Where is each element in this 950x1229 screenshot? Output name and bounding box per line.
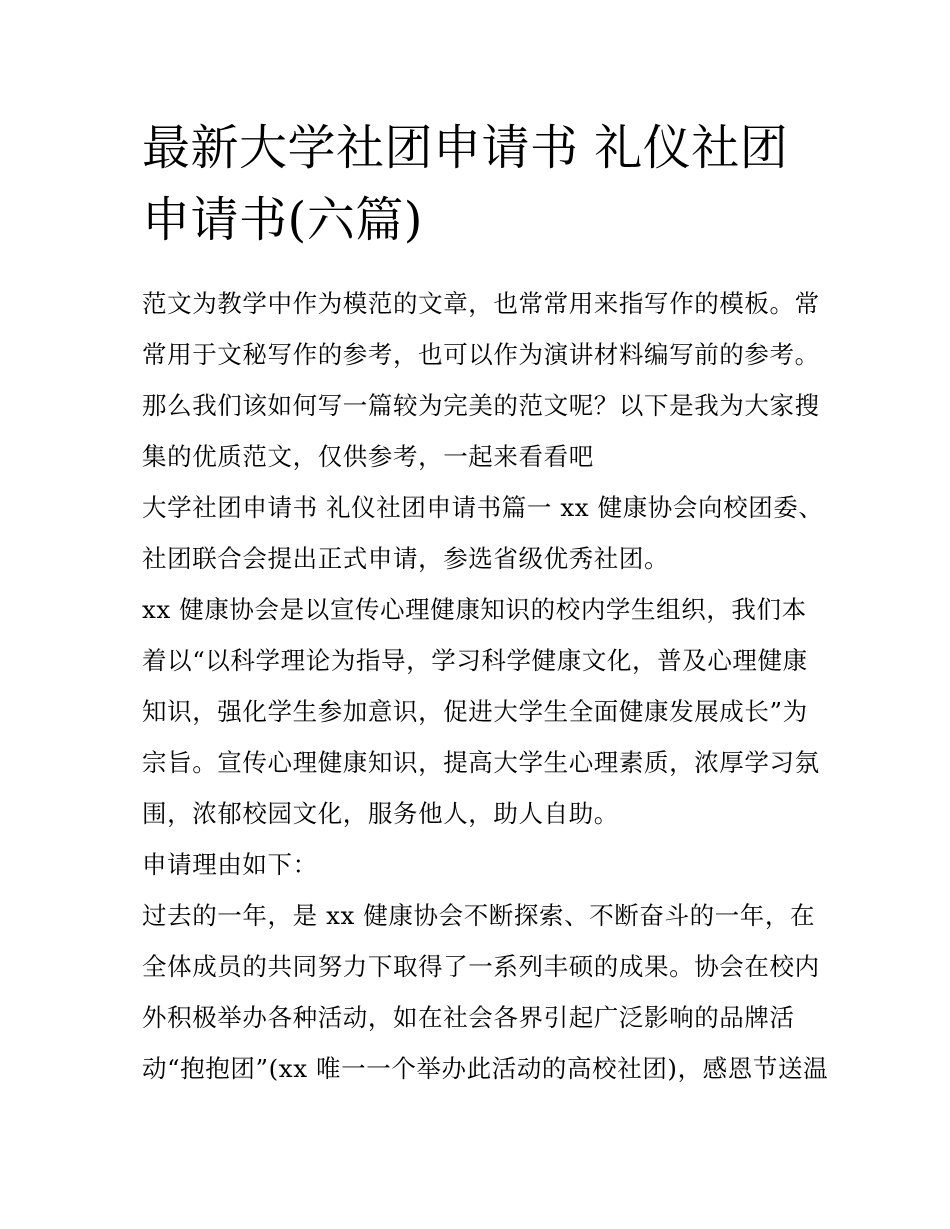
- body-text-line: 宗旨。宣传心理健康知识，提高大学生心理素质，浓厚学习氛: [142, 748, 820, 777]
- body-text-line: 范文为教学中作为模范的文章，也常常用来指写作的模板。常: [142, 289, 820, 318]
- body-text-line: 外积极举办各种活动，如在社会各界引起广泛影响的品牌活: [142, 1003, 795, 1032]
- body-text-line: 过去的一年，是 xx 健康协会不断探索、不断奋斗的一年，在: [142, 901, 816, 930]
- body-text-line: 大学社团申请书 礼仪社团申请书篇一 xx 健康协会向校团委、: [142, 493, 824, 522]
- body-text-line: 那么我们该如何写一篇较为完美的范文呢？以下是我为大家搜: [142, 391, 820, 420]
- body-text-line: 常用于文秘写作的参考，也可以作为演讲材料编写前的参考。: [142, 340, 820, 369]
- body-text-line: xx 健康协会是以宣传心理健康知识的校内学生组织，我们本: [142, 595, 807, 624]
- body-text-line: 动“抱抱团”(xx 唯一一个举办此活动的高校社团)，感恩节送温: [142, 1054, 829, 1083]
- body-text-line: 知识，强化学生参加意识，促进大学生全面健康发展成长”为: [142, 697, 808, 726]
- body-text-line: 围，浓郁校园文化，服务他人，助人自助。: [142, 799, 619, 828]
- document-body: [142, 278, 832, 1094]
- title-line: 最新大学社团申请书 礼仪社团: [142, 120, 789, 176]
- body-text-line: 全体成员的共同努力下取得了一系列丰硕的成果。协会在校内: [142, 952, 820, 981]
- title-line: 申请书(六篇): [142, 192, 423, 248]
- body-text-line: 申请理由如下：: [142, 850, 318, 879]
- body-text-line: 社团联合会提出正式申请，参选省级优秀社团。: [142, 544, 670, 573]
- document-title: [142, 112, 832, 256]
- body-text-line: 着以“以科学理论为指导，学习科学健康文化，普及心理健康: [142, 646, 808, 675]
- body-text-line: 集的优质范文，仅供参考，一起来看看吧: [142, 442, 594, 471]
